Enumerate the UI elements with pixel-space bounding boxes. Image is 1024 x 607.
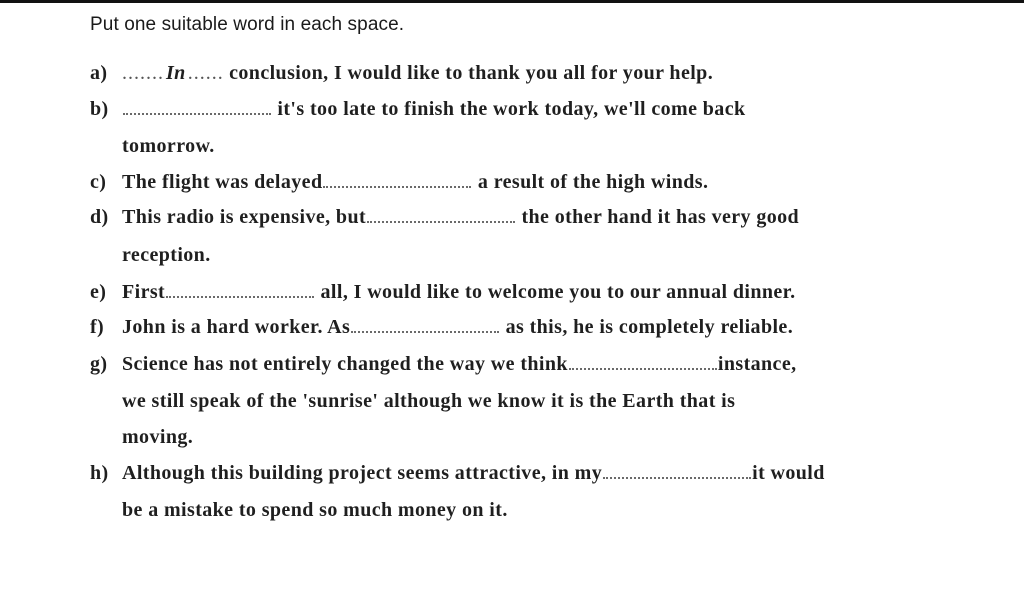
item-text: John is a hard worker. As [122, 316, 351, 338]
item-continuation: reception. [122, 244, 211, 266]
item-label: f) [90, 316, 105, 338]
exercise-item-d [90, 206, 799, 229]
exercise-item-e [90, 281, 796, 304]
exercise-item-h [90, 462, 825, 485]
blank-field[interactable] [123, 112, 271, 115]
top-border [0, 0, 1024, 3]
item-label: c) [90, 171, 107, 193]
item-continuation: we still speak of the 'sunrise' although we know it is the Earth that is [122, 390, 736, 412]
blank-field[interactable] [569, 367, 717, 370]
item-text: a result of the high winds. [477, 171, 709, 193]
exercise-item-c [90, 171, 708, 194]
item-continuation: tomorrow. [122, 135, 215, 157]
item-text: instance, [717, 353, 797, 375]
item-text: it's too late to finish the work today, we'll come back [277, 98, 746, 120]
blank-field[interactable] [603, 476, 751, 479]
item-continuation: be a mistake to spend so much money on it. [122, 499, 508, 521]
item-text: the other hand it has very good [521, 206, 800, 228]
item-text: conclusion, I would like to thank you all for your help. [229, 62, 714, 84]
exercise-item-g [90, 353, 797, 376]
item-continuation: moving. [122, 426, 194, 448]
blank-field[interactable] [323, 185, 471, 188]
filled-answer[interactable]: In [166, 62, 186, 84]
item-label: a) [90, 62, 108, 84]
exercise-item-b [90, 98, 746, 121]
item-text: This radio is expensive, but [122, 206, 367, 228]
item-text: as this, he is completely reliable. [505, 316, 794, 338]
item-label: h) [90, 462, 109, 484]
instruction-text: Put one suitable word in each space. [90, 14, 405, 35]
exercise-item-f [90, 316, 793, 339]
blank-dots: ....... [122, 62, 164, 84]
item-text: First [122, 281, 166, 303]
item-label: e) [90, 281, 107, 303]
blank-field[interactable] [351, 330, 499, 333]
exercise-item-a [90, 62, 713, 85]
blank-field[interactable] [367, 220, 515, 223]
item-text: all, I would like to welcome you to our annual dinner. [320, 281, 796, 303]
item-text: Although this building project seems attractive, in my [122, 462, 603, 484]
item-label: d) [90, 206, 109, 228]
blank-field[interactable] [166, 295, 314, 298]
blank-dots: ...... [187, 62, 224, 84]
item-text: Science has not entirely changed the way we think [122, 353, 568, 375]
item-text: it would [752, 462, 825, 484]
item-label: g) [90, 353, 108, 375]
item-text: The flight was delayed [122, 171, 323, 193]
item-label: b) [90, 98, 109, 120]
